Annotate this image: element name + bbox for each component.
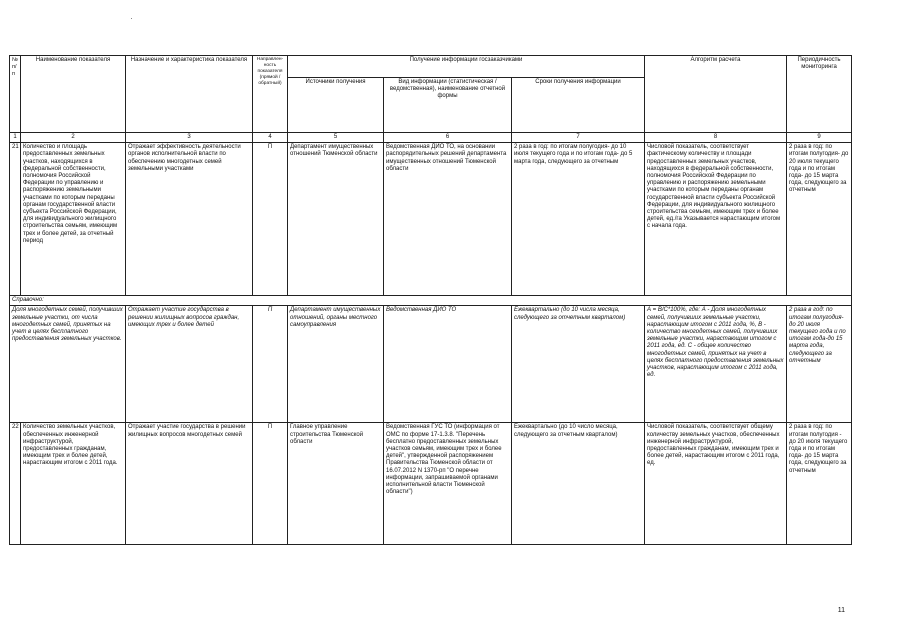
reference-deadline: Ежеквартально (до 10 числа месяца, следующего за отчетным кварталом) [512,306,645,423]
row21-num: 21 [10,143,21,296]
colnum-6: 6 [384,133,512,143]
header-algorithm: Алгоритм расчета [645,56,787,133]
colnum-8: 8 [645,133,787,143]
reference-algorithm: А = В/С*100%, где: А - Доля многодетных семей, получивших земельные участки, нарастающим итогом с 2011 года, %, В - количество многодетных семей, получивших земельные участки, нарастающим итогом с 2011 года, ед. С - общее количество многодетных семей, принятых на учет в целях бесплатного предоставления земельных участков, нарастающим итогом с 2011 года, ед. [645,306,787,423]
colnum-7: 7 [512,133,645,143]
colnum-4: 4 [253,133,288,143]
table-row-21 [10,143,852,296]
row21-deadline: 2 раза в год: по итогам полугодия- до 10 июля текущего года и по итогам года- до 5 марта года, следующего за отчетным [512,143,645,296]
row22-deadline: Ежеквартально (до 10 число месяца, следующего за отчетным кварталом) [512,423,645,545]
row21-purpose: Отражает эффективность деятельности органов исполнительной власти по обеспечению многодетных семей земельными участками [126,143,253,296]
row21-direction: П [253,143,288,296]
row22-algorithm: Числовой показатель, соответствует общему количеству земельных участков, обеспеченных инженерной инфраструктурой, предоставленных гражданам, имеющим трех и более детей, нарастающим итогом с 2011 года, ед. [645,423,787,545]
reference-label-filler [126,296,852,306]
reference-period: 2 раза в год: по итогам полугодия-до 20 июля текущего года и по итогам года-до 15 марта года, следующего за отчетным [787,306,852,423]
row22-info: Ведомственная ГУС ТО (информация от ОМС по форме 17-1.3.8. "Перечень бесплатно предоставленных земельных участков семьям, имеющим трех и более детей", утвержденной распоряжением Правительства Тюменской области от 16.07.2012 N 1370-рп "О перечне информации, запрашиваемой органами исполнительной власти Тюменской области") [384,423,512,545]
indicators-table [9,55,852,545]
row21-source: Департамент имущественных отношений Тюменской области [288,143,384,296]
colnum-5: 5 [288,133,384,143]
row22-direction: П [253,423,288,545]
header-period: Периодичность мониторинга [787,56,852,133]
reference-source: Департамент имущественных отношений, органы местного самоуправления [288,306,384,423]
row22-name: Количество земельных участков, обеспеченных инженерной инфраструктурой, предоставленных гражданам, имеющим трех и более детей, нарастающим итогом с 2011 года. [21,423,126,545]
row21-name: Количество и площадь предоставленных земельных участков, находящихся в федеральной собственности, полномочия Российской Федерации по управлению и распоряжению земельными участками по которым переданы органам государственной власти субъекта Российской Федерации, для индивидуального жилищного строительства семьям, имеющим трех и более детей, за отчетный период [21,143,126,296]
header-row-top [10,56,852,78]
reference-row [10,306,852,423]
header-deadlines: Сроки получения информации [512,78,645,133]
header-num: № п/п [10,56,21,133]
header-purpose: Назначение и характеристика показателя [126,56,253,133]
reference-info: Ведомственная ДИО ТО [384,306,512,423]
reference-direction: П [253,306,288,423]
header-getting: Получение информации госзаказчиками [288,56,645,78]
row21-algorithm: Числовой показатель, соответствует фактическому количеству и площади предоставленных земельных участков, находящихся в федеральной собственности, полномочия Российской Федерации по управлению и распоряжению земельными участками по которым переданы органам государственной власти субъекта Российской Федерации, для индивидуального жилищного строительства семьям, имеющим трех и более детей, ед./га Указывается нарастающим итогом с начала года. [645,143,787,296]
colnum-9: 9 [787,133,852,143]
row22-period: 2 раза в год: по итогам полугодия - до 20 июля текущего года и по итогам года- до 15 марта года, следующего за отчетным [787,423,852,545]
reference-label-row [10,296,852,306]
scan-speck [131,18,132,19]
colnum-1: 1 [10,133,21,143]
header-source: Источники получения [288,78,384,133]
table-row-22 [10,423,852,545]
page-number: 11 [837,607,845,614]
row22-num: 22 [10,423,21,545]
header-name: Наименование показателя [21,56,126,133]
row21-period: 2 раза в год: по итогам полугодия- до 20 июля текущего года и по итогам года- до 15 марта года, следующего за отчетным [787,143,852,296]
colnum-3: 3 [126,133,253,143]
header-direction: Направлен-ность показателя (прямой / обратный) [253,56,288,133]
reference-label: Справочно: [10,296,126,306]
reference-purpose: Отражает участие государства в решении жилищных вопросов граждан, имеющих трех и более детей [126,306,253,423]
header-info-kind: Вид информации (статистическая / ведомственная), наименование отчетной формы [384,78,512,133]
row21-info: Ведомственная ДИО ТО, на основании распорядительных решений департамента имущественных отношений Тюменской области [384,143,512,296]
reference-name: Доля многодетных семей, получивших земельные участки, от числа многодетных семей, принятых на учет в целях бесплатного предоставления земельных участков. [10,306,126,423]
column-numbers-row [10,133,852,143]
colnum-2: 2 [21,133,126,143]
row22-source: Главное управление строительства Тюменской области [288,423,384,545]
row22-purpose: Отражает участие государства в решении жилищных вопросов многодетных семей [126,423,253,545]
